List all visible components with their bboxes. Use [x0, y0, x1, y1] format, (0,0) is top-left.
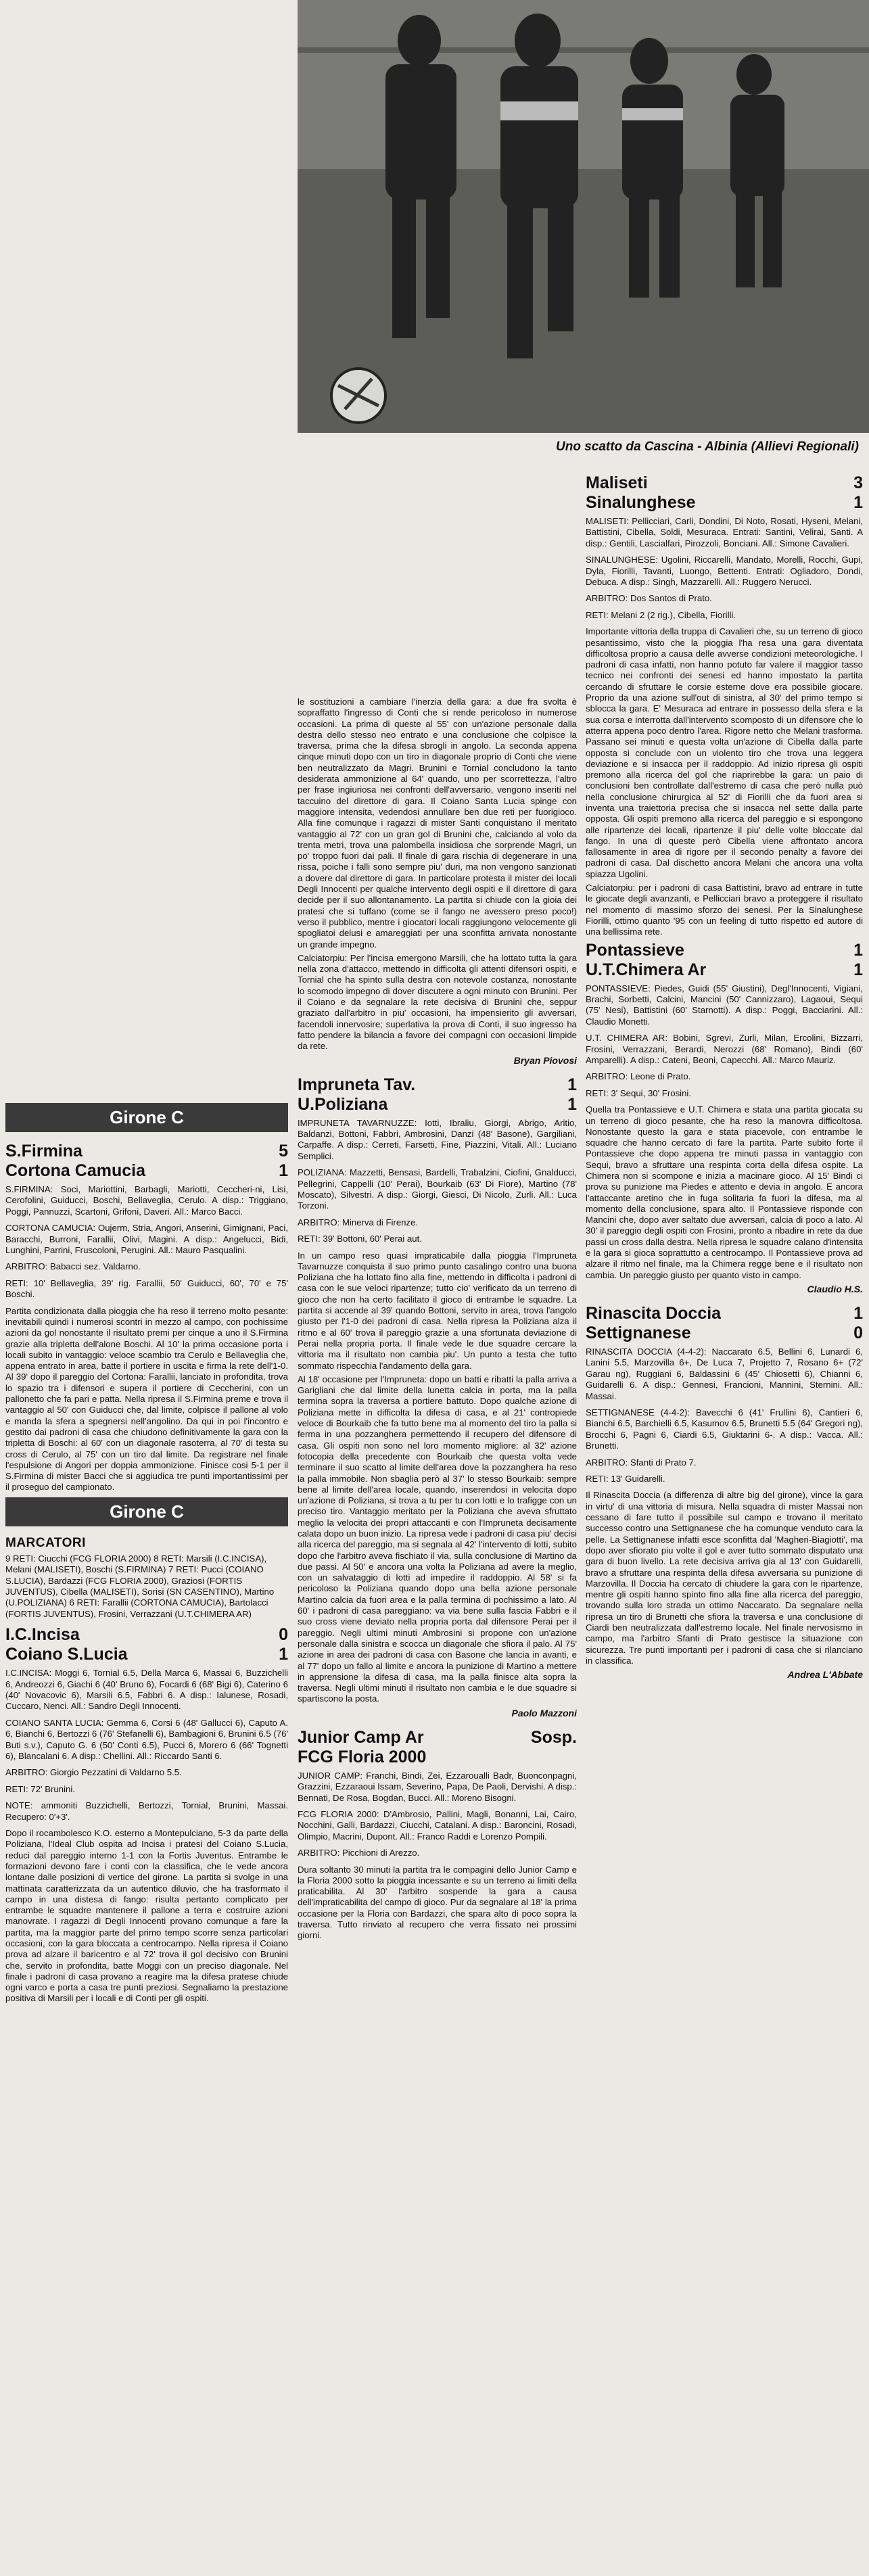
match-maliseti [586, 473, 863, 938]
match-pontassieve [586, 941, 863, 1294]
lineup-away: CORTONA CAMUCIA: Oujerm, Stria, Angori, Anserini, Gimignani, Paci, Baracchi, Burroni, Farallii, Olivi, Magini. A disp.: Angelucci, Bidi, Lunghini, Parrini, Fruscoloni, Perugini. All.: Mauro Pasqualini. [5, 1223, 288, 1256]
home-row [586, 1304, 863, 1324]
home-row [298, 1075, 577, 1095]
girone-band-1: Girone C [5, 1103, 288, 1132]
match-rinascita [586, 1304, 863, 1680]
home-team: I.C.Incisa [5, 1625, 80, 1645]
lineup-home: JUNIOR CAMP: Franchi, Bindi, Zei, Ezzaroualli Badr, Buonconpagni, Grazzini, Ezzaraoui Issam, Severino, Papa, De Paoli, Dervishi. A disp.: Bennati, De Rosa, Bogdan, Bucci. All.: Moreno Bisogni. [298, 1770, 577, 1803]
away-row [586, 960, 863, 980]
left-column [5, 1099, 288, 2567]
away-team: Coiano S.Lucia [5, 1645, 128, 1664]
referee: ARBITRO: Babacci sez. Valdarno. [5, 1261, 141, 1272]
lineup-home: PONTASSIEVE: Piedes, Guidi (55' Giustini), Degl'Innocenti, Vigiani, Brachi, Sorbetti, Calcini, Mancini (50' Cannizzaro), Lagaoui, Sequi (75' Nesi), Battistini (60' Starnotti). A disp.: Poggi, Bacciarini. All.: Claudio Monetti. [586, 983, 863, 1027]
right-column [586, 473, 863, 2570]
goals: RETI: 72' Brunini. [5, 1783, 75, 1794]
goals: RETI: 13' Guidarelli. [586, 1474, 665, 1484]
home-team: S.Firmina [5, 1142, 83, 1161]
lineup-home: RINASCITA DOCCIA (4-4-2): Naccarato 6.5, Bellini 6, Lunardi 6, Lanini 5.5, Marzovilla 6+, De Luca 7, Projetto 7, Rosano 6+ (72' Garau ng), Ruggiani 6, Baldassini 6 (45' Chiosetti 6), Chianni 6, Guidarelli 6. A disp.: Gennesi, Francioni, Mannini, Sternini. All.: Massai. [586, 1346, 863, 1401]
girone-band-2: Girone C [5, 1497, 288, 1526]
away-row [298, 1095, 577, 1115]
home-score: Sosp. [530, 1727, 577, 1747]
away-team: Cortona Camucia [5, 1161, 145, 1180]
referee: ARBITRO: Dos Santos di Prato. [586, 593, 712, 604]
home-team: Pontassieve [586, 940, 684, 960]
referee: ARBITRO: Leone di Prato. [586, 1071, 691, 1082]
match-report: In un campo reso quasi impraticabile dalla pioggia l'Impruneta Tavarnuzze conquista il suo primo punto casalingo contro una buona Poliziana che ha lottato fino alla fine, mettendo in difficolta i padroni di casa con le sue veloci ripartenze; tutto cio' verificato da un terreno di gioco che non ha certo facilitato il gioco di entrambe le squadre. La partita si accende al 39' quando Bottoni, servito in area, trova l'angolo giusto per l'1-0 dei padroni di casa. Nella ripresa la Poliziana alza il ritmo e al 60' trova il pareggio grazie a una sfortunata deviazione di Perai nella propria porta. Il finale vede le due squadre cercare la vittoria ma il risultato non cambia piu'. Un punto a testa che tutto sommato rispecchia l'andamento della gara. [298, 1250, 577, 1371]
match-report: Il Rinascita Doccia (a differenza di altre big del girone), vince la gara in virtu' di una vittoria di misura. Nella squadra di mister Massai non cessano di fare tutto il possibile sul campo e trovano il meritato successo contro una Settignanese che ha comunque venduto cara la pelle. La Settignanese infatti esce sconfitta dal 'Magheri-Biagiotti', ma dopo aver sfiorato piu volte il gol e aver tutto sommato disputato una gara di buon livello. La rete decisiva arriva gia al 13' con Guidarelli, bravo a sfruttare una respinta della difesa avversaria su punizione di Marzovilla. Il Doccia ha cercato di chiudere la gara con le ripartenze, mentre gli ospiti hanno spinto fino alla fine alla ricerca del pareggio, trovando sulla loro strada un ottimo Naccarato. Da segnalare nella ripresa un tiro di Brunetti che sfiora la traversa e una conclusione di Ciardi ben neutralizzata dall'estremo locale. Nel finale nervosismo in campo, ma l'arbitro Sfanti di Prato gestisce la situazione con sicurezza. Tre punti importanti per i padroni di casa che si rilanciano in classifica. [586, 1490, 863, 1666]
away-team: Settignanese [586, 1323, 691, 1342]
byline-mazzoni: Paolo Mazzoni [511, 1707, 577, 1718]
byline-claudio: Claudio H.S. [807, 1283, 863, 1294]
match-report-2: Al 18' occasione per l'Impruneta: dopo un batti e ribatti la palla arriva a Garigliani che dal limite della lunetta calcia in porta, ma la palla termina sopra la traversa a portiere battuto. Dopo qualche azione di Poliziana mette in difficolta la difesa di casa, e al 21' contropiede veloce di Bourkaib che fa tutto bene ma al momento del tiro la palla si ferma in una pozzanghera permettendo il recupero del difensore di casa. Gli ospiti non sono nel loro momento migliore: al 32' azione fotocopia della precedente con Bourkaib che questa volta vede terminare il suo scatto al limite dell'area dove la pozzanghera ha reso la palla immobile. Non sbaglia però al 37' lo stesso Bourkaib: sempre bene al limite dell'area locale, quando, inserendosi in velocita dopo un'azione di Poliziana, si trova a tu per tu con Iotti e lo trafigge con un preciso tiro. Vantaggio meritato per la Poliziana che aveva sfruttato meglio la velocita dei propri attaccanti e con l'Impruneta decisamente calata dopo un buon inizio. La ripresa vede i padroni di casa piu' decisi alla ricerca del pareggio, ma si segnala al 42' l'intervento di Iotti, subito dopo che l'arbitro aveva fischiato il via, sulla conclusione di Martino da due passi. Al 50' e ancora una volta la Poliziana ad avere la meglio, con un salvataggio di Iotti ad impedire il raddoppio. Al 58' si fa pericoloso la Poliziana quando dopo una bella azione personale Martino calcia da fuori area e la palla termina di pochissimo a lato. Al 60' i padroni di casa pareggiano: va via bene sulla fascia Fabbri e il suo cross viene deviato nella propria porta dal difensore Perai per il pareggio. Negli ultimi minuti Ambrosini si propone con un'azione personale dalla sinistra e scocca un diagonale che sfiora il palo. Al 75' azione in area dei padroni di casa con Basone che lancia in avanti, e al 77' dopo un fallo al limite e ancora la punizione di Martino a mettere in apprensione la difesa di casa, ma la palla finisce alta sopra la traversa. Negli ultimi minuti il risultato non cambia e le due squadre si spartiscono la posta. [298, 1374, 577, 1704]
goals: RETI: 39' Bottoni, 60' Perai aut. [298, 1234, 422, 1244]
home-score: 1 [853, 1303, 863, 1323]
away-team: U.Poliziana [298, 1094, 388, 1114]
match-photo-image [298, 0, 869, 433]
away-row [5, 1161, 288, 1181]
lineup-away: U.T. CHIMERA AR: Bobini, Sgrevi, Zurli, Milan, Ercolini, Bizzarri, Frosini, Verrazzani, Berardi, Nerozzi (68' Romano), Bindi (60' Amparelli). A disp.: Cateni, Beoni, Capecchi. All.: Marco Mauriz. [586, 1033, 863, 1065]
home-score: 1 [567, 1075, 577, 1094]
away-score: 1 [567, 1094, 577, 1114]
referee: ARBITRO: Sfanti di Prato 7. [586, 1457, 697, 1468]
match-report: Dura soltanto 30 minuti la partita tra le compagini dello Junior Camp e la Floria 2000 sotto la pioggia incessante e su un terreno ai limiti della praticabilita. Al 30' l'arbitro sospende la gara a causa dell'impraticabilita del campo di gioco. Pur da segnalare al 18' la prima occasione per la Floria con Bardazzi, che spara alto di poco sopra la traversa. Tutto rinviato al recupero che verra fissato nei prossimi giorni. [298, 1864, 577, 1941]
lineup-home: I.C.INCISA: Moggi 6, Tornial 6.5, Della Marca 6, Massai 6, Buzzichelli 6, Andreozzi 6, Giachi 6 (40' Bruno 6), Focardi 6 (68' Bigi 6), Caterino 6 (40' Novacovic 6), Marsili 6.5, Fabbri 6. A disp.: Ialunese, Rosadi, Cuccaro, Nenci. All.: Sandro Degli Innocenti. [5, 1668, 288, 1712]
away-score: 1 [853, 960, 863, 979]
match-report: Importante vittoria della truppa di Cavalieri che, su un terreno di gioco pesantissimo, visto che la pioggia l'ha resa una gara diventata difficoltosa proprio a causa delle avverse condizioni meteorologiche. I padroni di casa infatti, non hanno potuto far valere il maggior tasso tecnico nei confronti dei senesi ed hanno impostato la partita cercando di sfruttare le corsie esterne dove era possibile giocare. Proprio da una azione sull'out di sinistra, al 30' del primo tempo si sblocca la gara. E' Mesuraca ad entrare in possesso della sfera e la sua corsa e interrotta dall'intervento scomposto di un difensore che lo atterra appena poco dentro l'area. Rigore netto che Melani trasforma. Passano sei minuti e questa volta un'azione di Cibella dalla parte opposta si conclude con un violento tiro che trova una leggera deviazione e si insacca per il raddoppio. Ad inizio ripresa gli ospiti premono alla ricerca del gol che riaprirebbe la gara: un paio di conclusioni ben controllate dall'estremo di casa che però nulla può nella conclusione chirurgica al 52' di Fiorilli che da fuori area si inventa una traiettoria precisa che si insacca nel sette dalla parte opposta. Gli ospiti premono alla ricerca del pareggio e si espongono alle ripartenze dei locali, ripartenze il piu' delle volte bloccate dal fango. In una di queste però Cibella viene affrontato ancora fallosamente in area di rigore per il secondo penalty a favore dei padroni di casa. Dal dischetto ancora Melani che ancora una volta spiazza Ugolini. [586, 626, 863, 879]
referee: ARBITRO: Picchioni di Arezzo. [298, 1848, 420, 1858]
match-photo [298, 0, 869, 433]
home-row [586, 473, 863, 493]
match-incisa [5, 1625, 288, 2005]
middle-column [298, 697, 577, 2563]
lineup-away: SINALUNGHESE: Ugolini, Riccarelli, Mandato, Morelli, Rocchi, Gupi, Dyla, Fiorilli, Tavanti, Luongo, Bettenti. Entrati: Ogliadoro, Dondi, Debuca. A disp.: Singh, Mazzarelli. All.: Ruggero Nerucci. [586, 555, 863, 588]
away-row [586, 1324, 863, 1343]
lineup-away: COIANO SANTA LUCIA: Gemma 6, Corsi 6 (48' Gallucci 6), Caputo A. 6, Bianchi 6, Bertozzi 6 (76' Stefanelli 6), Bambagioni 6, Brunini 6.5 (76' Buti s.v.), Caputo G. 6 (50' Conti 6.5), Pucci 6, Morero 6 (66' Tognetti 6), Blancalani 6. A disp.: Chellini. All.: Riccardo Santi 6. [5, 1717, 288, 1761]
lineup-home: S.FIRMINA: Soci, Mariottini, Barbagli, Mariotti, Ceccheri-ni, Lisi, Cerofolini, Guiducci, Boschi, Bellaveglia, Cerulo. A disp.: Triggiano, Poggi, Pannuzzi, Scartoni, Grifoni, Daveri. All.: Marco Bacci. [5, 1184, 288, 1217]
incisa-calciatorpiu: Calciatorpiu: Per l'incisa emergono Marsili, che ha lottato tutta la gara nella zona d'attacco, mettendo in difficolta gli attenti difensori ospiti, e Tornial che ha spinto sulla destra con notevole costanza, nonostante lo scomodo impegno di dover discutere a ogni minuto con Brunini. Per il Coiano e da segnalare la rete decisiva di Brunini che, seppur graziato dall'arbitro in piu' occasioni, ha impensierito gli avversari, facendoli innervosire; superlativa la prova di Conti, il suo ingresso ha fatto pendere la bilancia a favore dei compagni con occasioni limpide da rete. [298, 952, 577, 1052]
referee: ARBITRO: Giorgio Pezzatini di Valdarno 5.5. [5, 1767, 182, 1778]
match-junior [298, 1728, 577, 1942]
home-score: 5 [279, 1142, 288, 1161]
incisa-report-continued: le sostituzioni a cambiare l'inerzia della gara: a due fra svolta è sopraffatto l'ingresso di Conti che si rende pericoloso in numerose occasioni. La prima di queste al 55' con un'azione personale dalla destra dello stesso neo entrato e una conclusione che colpisce la traversa, prima che la difesa sbrogli in angolo. La seconda appena cinque minuti dopo con un tiro in diagonale proprio di Conti che viene ben neutralizzato da Magri. Brunini e Tornial concludono la tanto desiderata ammonizione al 64' quando, uno per scorrettezza, l'altro per frase ingiuriosa nei confronti dell'avversario, vengono inseriti nel taccuino del direttore di gara. Il Coiano Santa Lucia spinge con maggiore intensita, vedendosi annullare ben due reti per fuorigioco. Alla fine comunque i ragazzi di mister Santi conquistano il meritato vantaggio al 72' con un gran gol di Brunini che, calciando al volo da trenta metri, trova una palombella insidiosa che sorprende Magri, un po' troppo fuori dai pali. Il finale di gara rischia di degenerare in una rissa, poiche i falli sono sempre piu' duri, ma non vengono sanzionati a dovere dal direttore di gara. In particolare protesta il mister dei locali Degli Innocenti per qualche intervento degli ospiti e il direttore di gara decide per il suo allontanamento. La partita si chiude con la gioia dei pratesi che si tuffano (come se il fango ne avessero preso poco!) verso il pubblico, mentre i giocatori locali raggiungono velocemente gli spogliatoi delusi e amareggiati per una sconfitta arrivata nonostante un grande impegno. [298, 697, 577, 950]
goals: RETI: Melani 2 (2 rig.), Cibella, Fiorilli. [586, 609, 736, 620]
goals: RETI: 10' Bellaveglia, 39' rig. Farallii, 50' Guiducci, 60', 70' e 75' Boschi. [5, 1278, 288, 1300]
home-team: Rinascita Doccia [586, 1303, 722, 1323]
byline-labbate: Andrea L'Abbate [787, 1669, 863, 1681]
lineup-away: FCG FLORIA 2000: D'Ambrosio, Pallini, Magli, Bonanni, Lai, Cairo, Nocchini, Galli, Bardazzi, Ciucchi, Catalani. A disp.: Baroncini, Rosadi, Olimpio, Macrini, Dupont. All.: Franco Raddi e Lorenzo Pompili. [298, 1808, 577, 1842]
home-row [298, 1728, 577, 1748]
away-team: U.T.Chimera Ar [586, 960, 707, 979]
byline-piovosi: Bryan Piovosi [513, 1054, 577, 1066]
lineup-away: SETTIGNANESE (4-4-2): Bavecchi 6 (41' Frullini 6), Cantieri 6, Bianchi 6.5, Barchielli 6.5, Kasumov 6.5, Brunetti 5.5 (64' Gregori ng), Brocchi 6, Pagni 6, Ciardi 6.5, Giuktarini 6-. A disp.: Vacca. All.: Brunetti. [586, 1407, 863, 1451]
home-team: Impruneta Tav. [298, 1075, 416, 1094]
home-team: Junior Camp Ar [298, 1727, 424, 1747]
lineup-away: POLIZIANA: Mazzetti, Bensasi, Bardelli, Trabalzini, Ciofini, Gnalducci, Pellegrini, Cappelli (10' Perai), Bourkaib (63' Di Fiore), Martino (78' Moscato), Silvestri. A disp.: Giorgi, Giesci, Di Nicolo, Zurli. All.: Luca Torzoni. [298, 1167, 577, 1211]
home-row [5, 1625, 288, 1645]
home-score: 0 [279, 1625, 288, 1645]
match-impruneta [298, 1075, 577, 1718]
away-score: 0 [853, 1323, 863, 1342]
match-sfirmina [5, 1142, 288, 1493]
away-team: Sinalunghese [586, 493, 696, 512]
away-score: 1 [853, 493, 863, 512]
goals: RETI: 3' Sequi, 30' Frosini. [586, 1087, 692, 1098]
match-report: Partita condizionata dalla pioggia che ha reso il terreno molto pesante: inevitabili quindi i numerosi scontri in mezzo al campo, con pochissime azioni da gol nonostante il risultato premi per cinque a uno il S.Firmina grazie alla tripletta dell'alone Boschi. Al 10' la prima occasione porta i locali subito in vantaggio: veloce scambio tra Cerulo e Bellaveglia che, appena entrato in area, batte il portiere in uscita e firma la rete dell'1-0. Al 39' dopo il pareggio del Cortona: Farallii, lanciato in profondita, trova lo spazio tra i difensori e supera il portiere di Ceccherini, con un pallonetto che fa pari e patta. Nella ripresa il S.Firmina preme e trova il vantaggio al 50' con Guiducci che, dal limite, colpisce il pallone al volo e manda la sfera a spegnersi nell'angolino. Da qui in poi l'incontro e gestito dai padroni di casa che chiudono definitivamente la gara con la tripletta di Boschi: al 60' con un diagonale rasoterra, al 70' di testa su cross di Cerulo, al 75' con un tiro dal limite. Da registrare nel finale l'espulsione di Angori per doppia ammonizione. Finisce cosi 5-1 per il S.Firmina di mister Bacci che si aggiudica tre punti importantissimi per il proseguo del campionato. [5, 1305, 288, 1493]
away-row [5, 1645, 288, 1664]
away-team: FCG Floria 2000 [298, 1747, 427, 1766]
home-row [586, 941, 863, 960]
lineup-home: IMPRUNETA TAVARNUZZE: Iotti, Ibraliu, Giorgi, Abrigo, Aritio, Baldanzi, Bottoni, Fabbri, Ambrosini, Danzi (48' Basone), Gargiliani, Carpaffe. A disp.: Cerreti, Farsetti, Fine, Piazzini, Vitali. All.: Luciano Semplici. [298, 1117, 577, 1161]
away-row [298, 1748, 577, 1767]
home-team: Maliseti [586, 473, 648, 492]
lineup-home: MALISETI: Pellicciari, Carli, Dondini, Di Noto, Rosati, Hyseni, Melani, Battistini, Cibella, Soldi, Mesuraca. Entrati: Santini, Velirai, Santi. A disp.: Gentili, Lascialfari, Pirozzoli, Bonciani. All.: Simone Cavalieri. [586, 516, 863, 548]
home-score: 3 [853, 473, 863, 492]
notes: NOTE: ammoniti Buzzichelli, Bertozzi, Tornial, Brunini, Massai. Recupero: 0'+3'. [5, 1800, 288, 1822]
match-report: Quella tra Pontassieve e U.T. Chimera e stata una partita giocata su un terreno di gioco pesante, che ha reso la manovra difficoltosa. Nonostante questo la gara e stata piacevole, con entrambe le squadre che hanno cercato di fare la partita. Parte subito forte il Pontassieve che dopo appena tre minuti passa in vantaggio con Sequi, bravo a sfruttare una respinta corta della difesa ospite. La Chimera non si scompone e inizia a macinare gioco. Al 15' Bindi ci prova su punizione ma Piedes e attento e devia in angolo. E ancora l'attaccante aretino che in fuga solitaria fa fuori la difesa, ma al momento della conclusione, spara alto. Il Pontassieve risponde con Mancini che, dopo aver saltato due avversari, calcia di poco a lato. Al 30' il pareggio degli ospiti con Frosini, pronto a ribadire in rete da due passi un cross dalla destra. Nella ripresa le squadre calano d'intensita e la gara si gioca soprattutto a centrocampo. Il Pontassieve prova ad alzare il ritmo nel finale, ma la Chimera regge bene e il risultato non cambia. Un pareggio giusto per quanto visto in campo. [586, 1104, 863, 1280]
away-row [586, 493, 863, 513]
referee: ARBITRO: Minerva di Firenze. [298, 1217, 419, 1227]
home-score: 1 [853, 940, 863, 960]
home-row [5, 1142, 288, 1161]
marcatori-list: 9 RETI: Ciucchi (FCG FLORIA 2000) 8 RETI: Marsili (I.C.INCISA), Melani (MALISETI), Boschi (S.FIRMINA) 7 RETI: Pucci (COIANO S.LUCIA), Bardazzi (FCG FLORIA 2000), Graziosi (FORTIS JUVENTUS), Cibella (MALISETI), Sorisi (SN CASENTINO), Martino (U.POLIZIANA) 6 RETI: Farallii (CORTONA CAMUCIA), Bartolacci (FORTIS JUVENTUS), Frosini, Verrazzani (U.T.CHIMERA AR) [5, 1553, 275, 1619]
calciatorpiu: Calciatorpiu: per i padroni di casa Battistini, bravo ad entrare in tutte le giocate degli avanzanti, e Pellicciari bravo a proteggere il risultato nel momento di massimo sforzo dei senesi. Per la Sinalunghese Fiorilli, ottimo quanto '95 con un feeling di tutto rispetto ed autore di una bellissima rete. [586, 883, 863, 937]
away-score: 1 [279, 1161, 288, 1180]
photo-caption: Uno scatto da Cascina - Albinia (Allievi Regionali) [556, 440, 859, 454]
away-score: 1 [279, 1645, 288, 1664]
marcatori-title: MARCATORI [5, 1535, 86, 1550]
match-report: Dopo il rocambolesco K.O. esterno a Montepulciano, 5-3 da parte della Poliziana, l'Ideal Club ospita ad Incisa i pratesi del Coiano S.Lucia, reduci dal pareggio interno 1-1 con la Fortis Juventus. Entrambe le formazioni devono fare i conti con la classifica, che le vede ancora lontane dalle posizioni di vertice del girone. La partita si svolge in una mattinata caratterizzata da un autentico diluvio, che ha trasformato il campo in una distesa di fango: risulta pertanto complicato per entrambe le squadre mantenere il pallone a terra e costruire azioni manovrate. I ragazzi di Degli Innocenti provano comunque a fare la partita, ma la maggior parte del primo tempo scorre senza particolari occasioni, con la gara bloccata a centrocampo. Nella ripresa il Coiano prova ad alzare il baricentro e al 72' trova il gol decisivo con Brunini che, servito in profondita, batte Moggi con un preciso diagonale. Nel finale i padroni di casa provano a reagire ma la difesa pratese chiude ogni varco e porta a casa tre punti preziosi. Segnaliamo la prestazione positiva di Marsili per i locali e di Conti per gli ospiti. [5, 1828, 288, 2004]
